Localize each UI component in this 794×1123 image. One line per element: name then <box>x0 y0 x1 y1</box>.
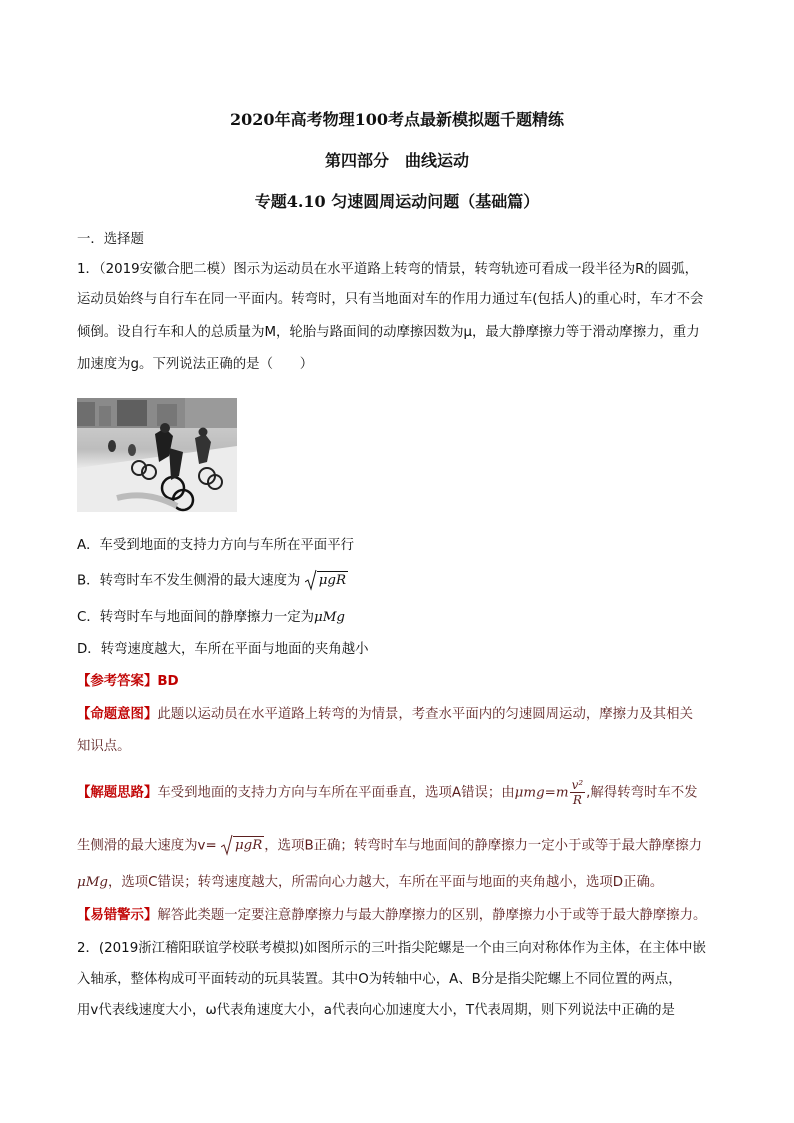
q1-line-4: 加速度为g。下列说法正确的是（ ） <box>77 357 314 372</box>
q1-intent: 【命题意图】此题以运动员在水平道路上转弯的为情景，考查水平面内的匀速圆周运动，摩擦力及其相关 <box>77 707 693 722</box>
q1-answer: 【参考答案】BD <box>77 674 179 689</box>
cyclists-photo <box>77 398 237 512</box>
sqrt-formula: μgR <box>221 836 264 855</box>
q1-option-b: B．转弯时车不发生侧滑的最大速度为 μgR <box>77 571 348 591</box>
document-title: 2020年高考物理100考点最新模拟题千题精练 <box>230 110 564 129</box>
section-heading: 一．选择题 <box>77 232 144 247</box>
q1-solution-line-2: 生侧滑的最大速度为v= μgR ，选项B正确；转弯时车与地面间的静摩擦力一定小于或等于最大静摩擦力 <box>77 836 702 856</box>
q1-line-3: 倾倒。设自行车和人的总质量为M，轮胎与路面间的动摩擦因数为μ，最大静摩擦力等于滑动摩擦力，重力 <box>77 325 700 340</box>
fraction: $\frac{\text{v²}}{R}$ <box>571 778 584 807</box>
q1-intent-cont: 知识点。 <box>77 739 131 754</box>
q1-solution-line-3: μMg，选项C错误；转弯速度越大，所需向心力越大，车所在平面与地面的夹角越小，选项D正确。 <box>77 875 664 890</box>
q1-warning: 【易错警示】解答此类题一定要注意静摩擦力与最大静摩擦力的区别，静摩擦力小于或等于最大静摩擦力。 <box>77 908 707 923</box>
q1-option-a: A．车受到地面的支持力方向与车所在平面平行 <box>77 538 354 553</box>
q1-option-c: C．转弯时车与地面间的静摩擦力一定为μMg <box>77 610 345 625</box>
topic-heading: 专题4.10 匀速圆周运动问题（基础篇） <box>254 192 540 211</box>
cyclists-illustration <box>77 398 237 512</box>
q1-solution-line-1: 【解题思路】车受到地面的支持力方向与车所在平面垂直，选项A错误；由μmg=m $\frac{\text{v²}}{R}$ ,解得转弯时车不发 <box>77 778 698 807</box>
part-heading: 第四部分 曲线运动 <box>324 151 469 170</box>
q2-line-2: 入轴承，整体构成可平面转动的玩具装置。其中O为转轴中心，A、B分是指尖陀螺上不同位置的两点， <box>77 972 682 987</box>
q1-line-1: 1．（2019安徽合肥二模）图示为运动员在水平道路上转弯的情景，转弯轨迹可看成一段半径为R的圆弧， <box>77 262 698 277</box>
sqrt-formula: μgR <box>305 571 348 590</box>
q1-option-d: D．转弯速度越大，车所在平面与地面的夹角越小 <box>77 642 369 657</box>
q2-line-1: 2．(2019浙江稽阳联谊学校联考模拟)如图所示的三叶指尖陀螺是一个由三向对称体作为主体，在主体中嵌 <box>77 941 706 956</box>
q2-line-3: 用v代表线速度大小，ω代表角速度大小，a代表向心加速度大小，T代表周期，则下列说法中正确的是 <box>77 1003 675 1018</box>
q1-line-2: 运动员始终与自行车在同一平面内。转弯时，只有当地面对车的作用力通过车(包括人)的重心时，车才不会 <box>77 292 704 307</box>
